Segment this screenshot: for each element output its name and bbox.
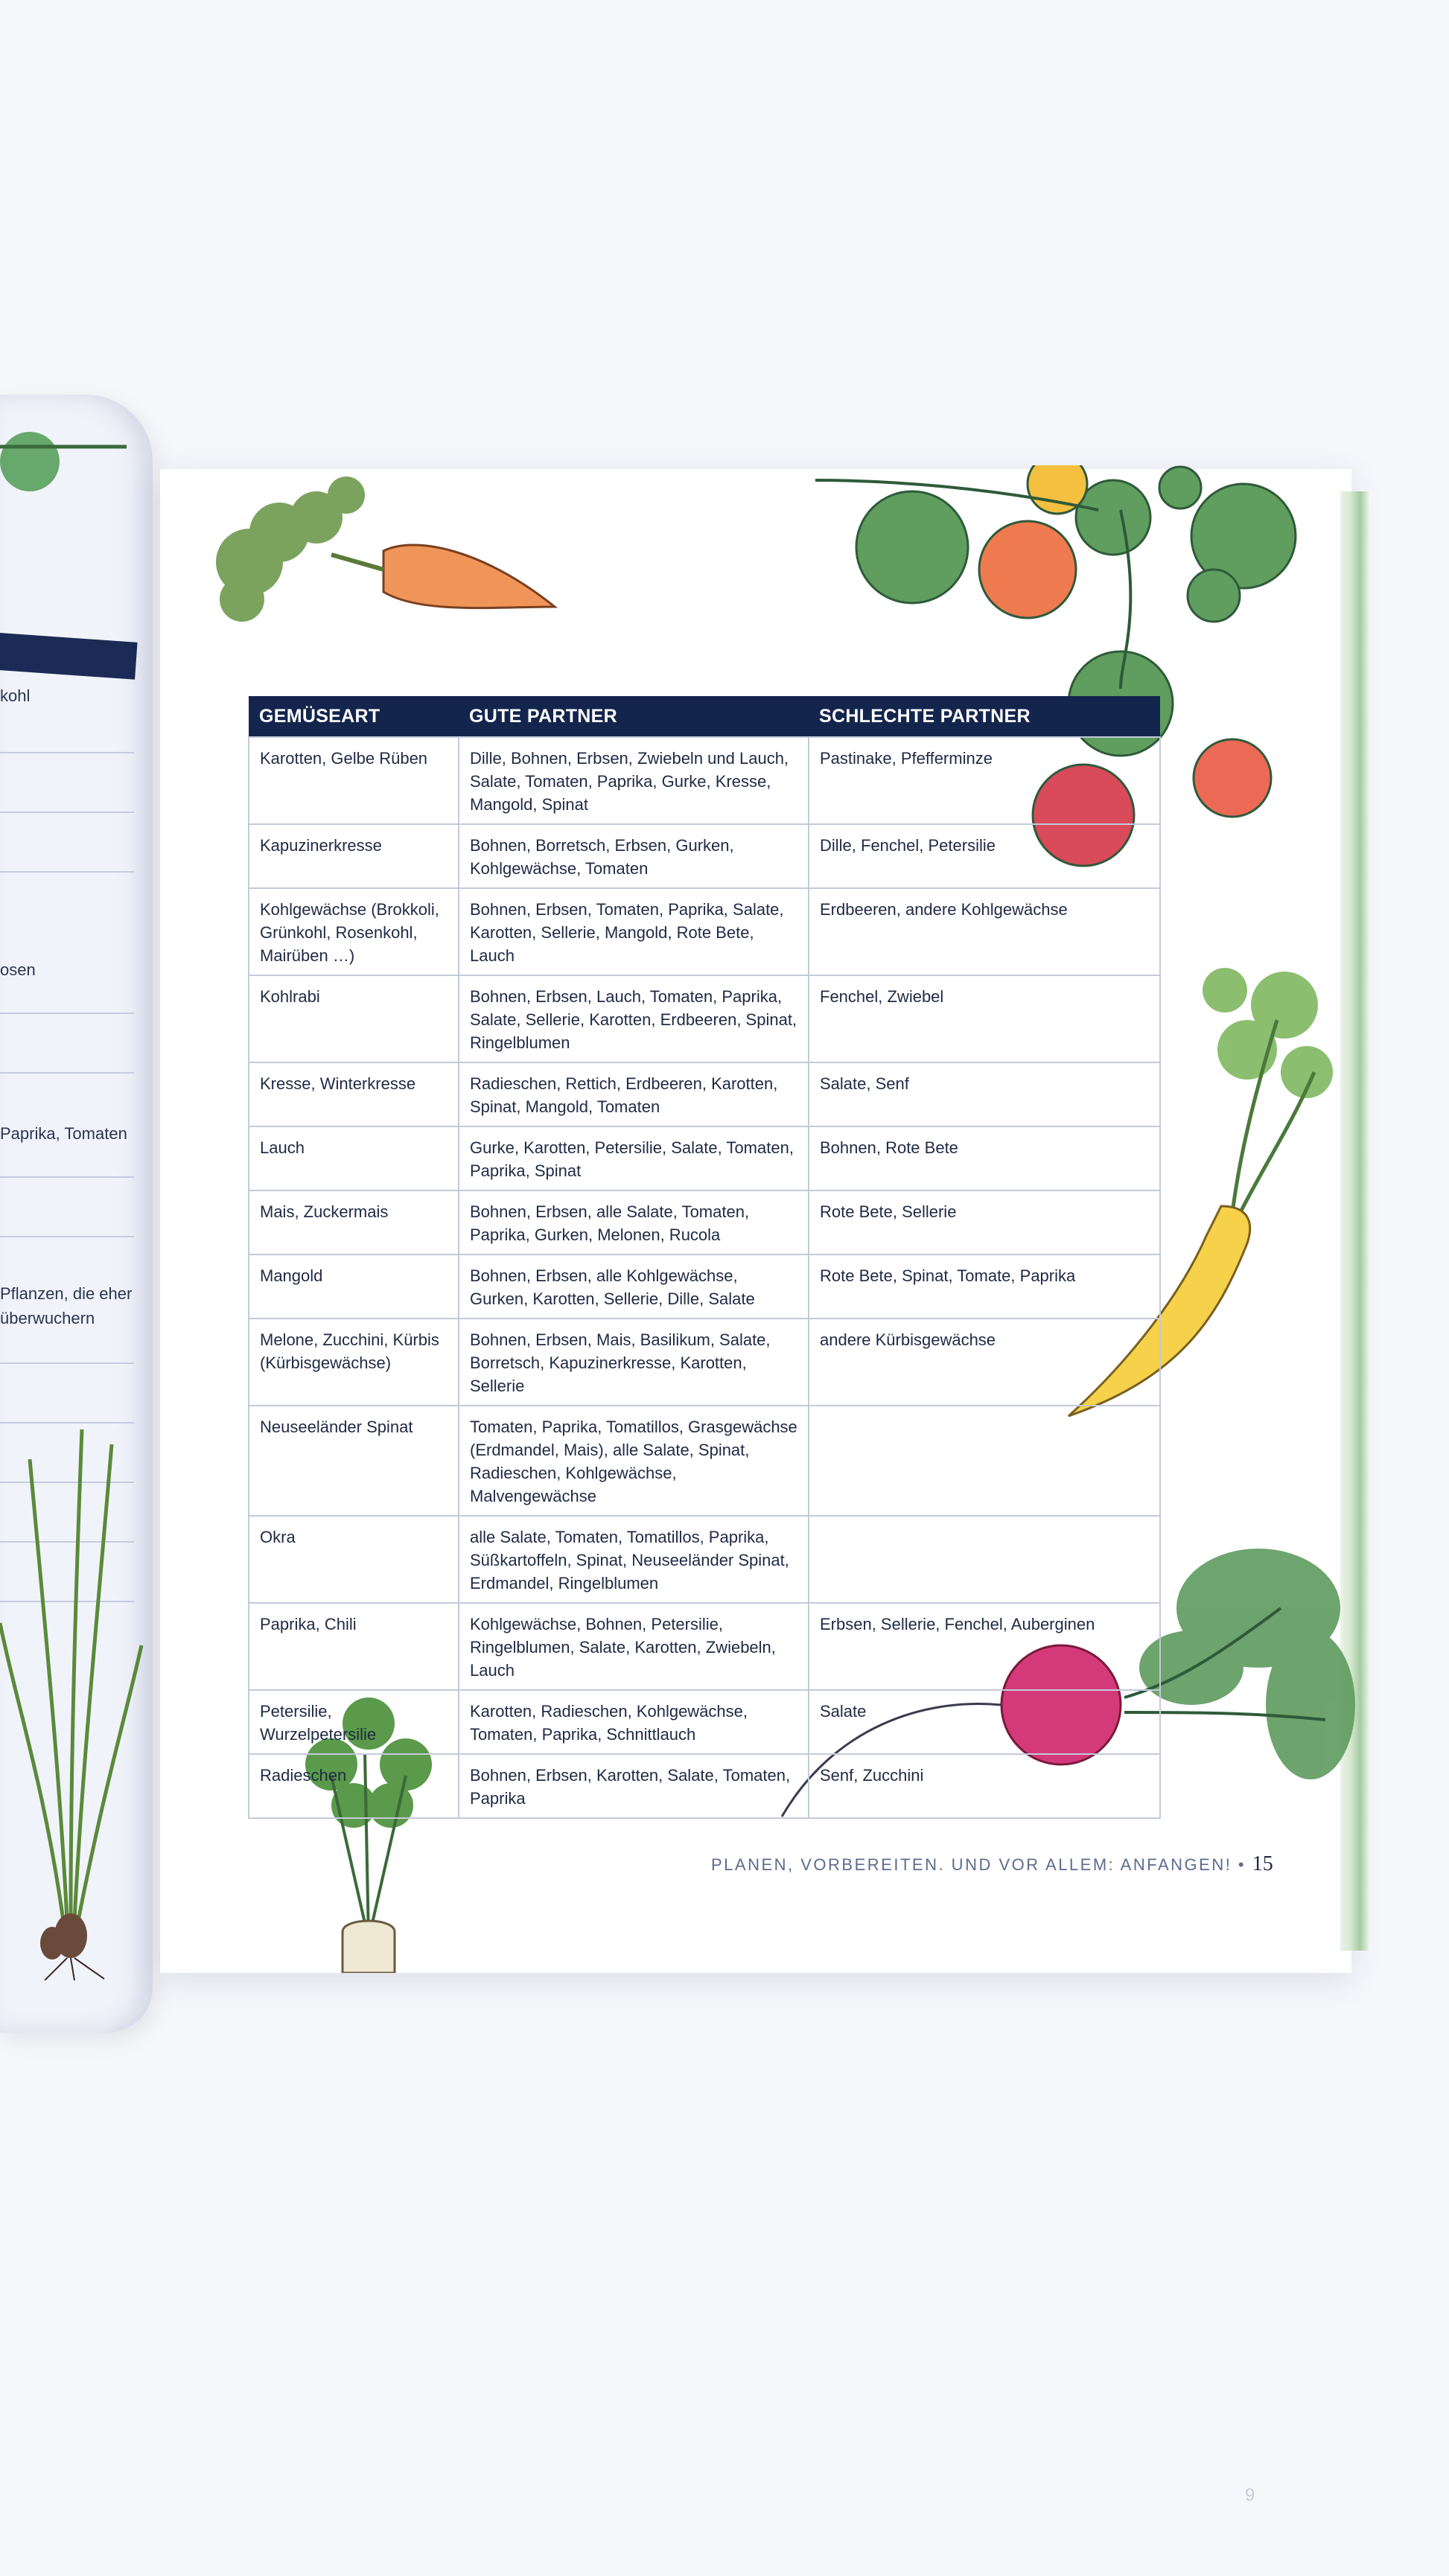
vegetable-cell: Karotten, Gelbe Rüben: [249, 737, 459, 824]
table-row: [249, 1190, 1160, 1254]
good-partners-cell: Kohlgewächse, Bohnen, Petersilie, Ringelblumen, Salate, Karotten, Zwiebeln, Lauch: [459, 1603, 809, 1690]
left-page-rule: [0, 1072, 134, 1074]
table-row: [249, 1126, 1160, 1190]
bad-partners-cell: Pastinake, Pfefferminze: [809, 737, 1160, 824]
good-partners-cell: Gurke, Karotten, Petersilie, Salate, Tomaten, Paprika, Spinat: [459, 1126, 809, 1190]
bad-partners-cell: Fenchel, Zwiebel: [809, 975, 1160, 1062]
left-page-fragment: kohl: [0, 686, 31, 705]
good-partners-cell: Bohnen, Erbsen, alle Kohlgewächse, Gurken, Karotten, Sellerie, Dille, Salate: [459, 1254, 809, 1319]
left-page-fragment: Pflanzen, die eher: [0, 1284, 133, 1303]
vegetable-cell: Okra: [249, 1516, 459, 1603]
good-partners-cell: Tomaten, Paprika, Tomatillos, Grasgewächse (Erdmandel, Mais), alle Salate, Spinat, Radieschen, Kohlgewächse, Malvengewächse: [459, 1406, 809, 1516]
table-row: [249, 1254, 1160, 1319]
bad-partners-cell: Dille, Fenchel, Petersilie: [809, 824, 1160, 888]
bad-partners-cell: Rote Bete, Spinat, Tomate, Paprika: [809, 1254, 1160, 1319]
bad-partners-cell: Salate: [809, 1690, 1160, 1754]
left-page: [0, 395, 153, 2033]
table-row: [249, 1406, 1160, 1516]
bad-partners-cell: Erdbeeren, andere Kohlgewächse: [809, 888, 1160, 975]
left-page-fragment: osen: [0, 960, 36, 979]
bad-partners-cell: [809, 1516, 1160, 1603]
table-row: [249, 1319, 1160, 1406]
column-header: SCHLECHTE PARTNER: [809, 696, 1160, 737]
table-row: [249, 888, 1160, 975]
left-page-rule: [0, 752, 134, 753]
good-partners-cell: alle Salate, Tomaten, Tomatillos, Paprika, Süßkartoffeln, Spinat, Neuseeländer Spinat, Erdmandel, Ringelblumen: [459, 1516, 809, 1603]
left-page-rule: [0, 812, 134, 813]
table-row: [249, 824, 1160, 888]
left-page-rule: [0, 1236, 134, 1237]
good-partners-cell: Bohnen, Erbsen, alle Salate, Tomaten, Paprika, Gurken, Melonen, Rucola: [459, 1190, 809, 1254]
vegetable-cell: Neuseeländer Spinat: [249, 1406, 459, 1516]
table-row: [249, 1603, 1160, 1690]
vegetable-cell: Paprika, Chili: [249, 1603, 459, 1690]
vegetable-cell: Lauch: [249, 1126, 459, 1190]
table-header-row: [249, 696, 1160, 737]
vegetable-cell: Mangold: [249, 1254, 459, 1319]
corner-mark: 9: [1245, 2485, 1255, 2505]
carrot-illustration: [197, 465, 570, 651]
bad-partners-cell: Rote Bete, Sellerie: [809, 1190, 1160, 1254]
bad-partners-cell: andere Kürbisgewächse: [809, 1319, 1160, 1406]
good-partners-cell: Bohnen, Borretsch, Erbsen, Gurken, Kohlgewächse, Tomaten: [459, 824, 809, 888]
column-header: GUTE PARTNER: [459, 696, 809, 737]
bad-partners-cell: Salate, Senf: [809, 1062, 1160, 1126]
page-footer: [711, 1852, 1273, 1876]
footer-text: PLANEN, VORBEREITEN. UND VOR ALLEM: ANFANGEN! •: [711, 1855, 1246, 1874]
good-partners-cell: Karotten, Radieschen, Kohlgewächse, Tomaten, Paprika, Schnittlauch: [459, 1690, 809, 1754]
vegetable-cell: Kresse, Winterkresse: [249, 1062, 459, 1126]
left-page-rule: [0, 1013, 134, 1014]
vegetable-cell: Kohlgewächse (Brokkoli, Grünkohl, Rosenkohl, Mairüben …): [249, 888, 459, 975]
left-page-fragment: überwuchern: [0, 1309, 95, 1327]
column-header: GEMÜSEART: [249, 696, 459, 737]
table-row: [249, 1754, 1160, 1818]
good-partners-cell: Radieschen, Rettich, Erdbeeren, Karotten, Spinat, Mangold, Tomaten: [459, 1062, 809, 1126]
table-row: [249, 1690, 1160, 1754]
left-page-rule: [0, 871, 134, 873]
good-partners-cell: Dille, Bohnen, Erbsen, Zwiebeln und Lauch, Salate, Tomaten, Paprika, Gurke, Kresse, Mangold, Spinat: [459, 737, 809, 824]
companion-planting-table: [248, 696, 1161, 1819]
table-row: [249, 737, 1160, 824]
vegetable-cell: Kohlrabi: [249, 975, 459, 1062]
bad-partners-cell: Senf, Zucchini: [809, 1754, 1160, 1818]
vegetable-cell: Petersilie, Wurzelpetersilie: [249, 1690, 459, 1754]
bad-partners-cell: [809, 1406, 1160, 1516]
table-body: [249, 737, 1160, 1818]
leaf-illustration: [0, 409, 149, 558]
table-row: [249, 1062, 1160, 1126]
bad-partners-cell: Bohnen, Rote Bete: [809, 1126, 1160, 1190]
left-page-fragment: Paprika, Tomaten: [0, 1124, 127, 1143]
good-partners-cell: Bohnen, Erbsen, Karotten, Salate, Tomaten, Paprika: [459, 1754, 809, 1818]
left-page-rule: [0, 1362, 134, 1364]
vegetable-cell: Mais, Zuckermais: [249, 1190, 459, 1254]
vegetable-cell: Melone, Zucchini, Kürbis (Kürbisgewächse): [249, 1319, 459, 1406]
chive-illustration: [0, 1400, 149, 1980]
good-partners-cell: Bohnen, Erbsen, Tomaten, Paprika, Salate, Karotten, Sellerie, Mangold, Rote Bete, Lauch: [459, 888, 809, 975]
table-row: [249, 1516, 1160, 1603]
vegetable-cell: Kapuzinerkresse: [249, 824, 459, 888]
left-page-header-band: [0, 633, 138, 680]
good-partners-cell: Bohnen, Erbsen, Mais, Basilikum, Salate, Borretsch, Kapuzinerkresse, Karotten, Sellerie: [459, 1319, 809, 1406]
left-page-rule: [0, 1176, 134, 1178]
table-row: [249, 975, 1160, 1062]
vegetable-cell: Radieschen: [249, 1754, 459, 1818]
page-number: 15: [1252, 1852, 1273, 1875]
good-partners-cell: Bohnen, Erbsen, Lauch, Tomaten, Paprika, Salate, Sellerie, Karotten, Erdbeeren, Spinat, Ringelblumen: [459, 975, 809, 1062]
bad-partners-cell: Erbsen, Sellerie, Fenchel, Auberginen: [809, 1603, 1160, 1690]
